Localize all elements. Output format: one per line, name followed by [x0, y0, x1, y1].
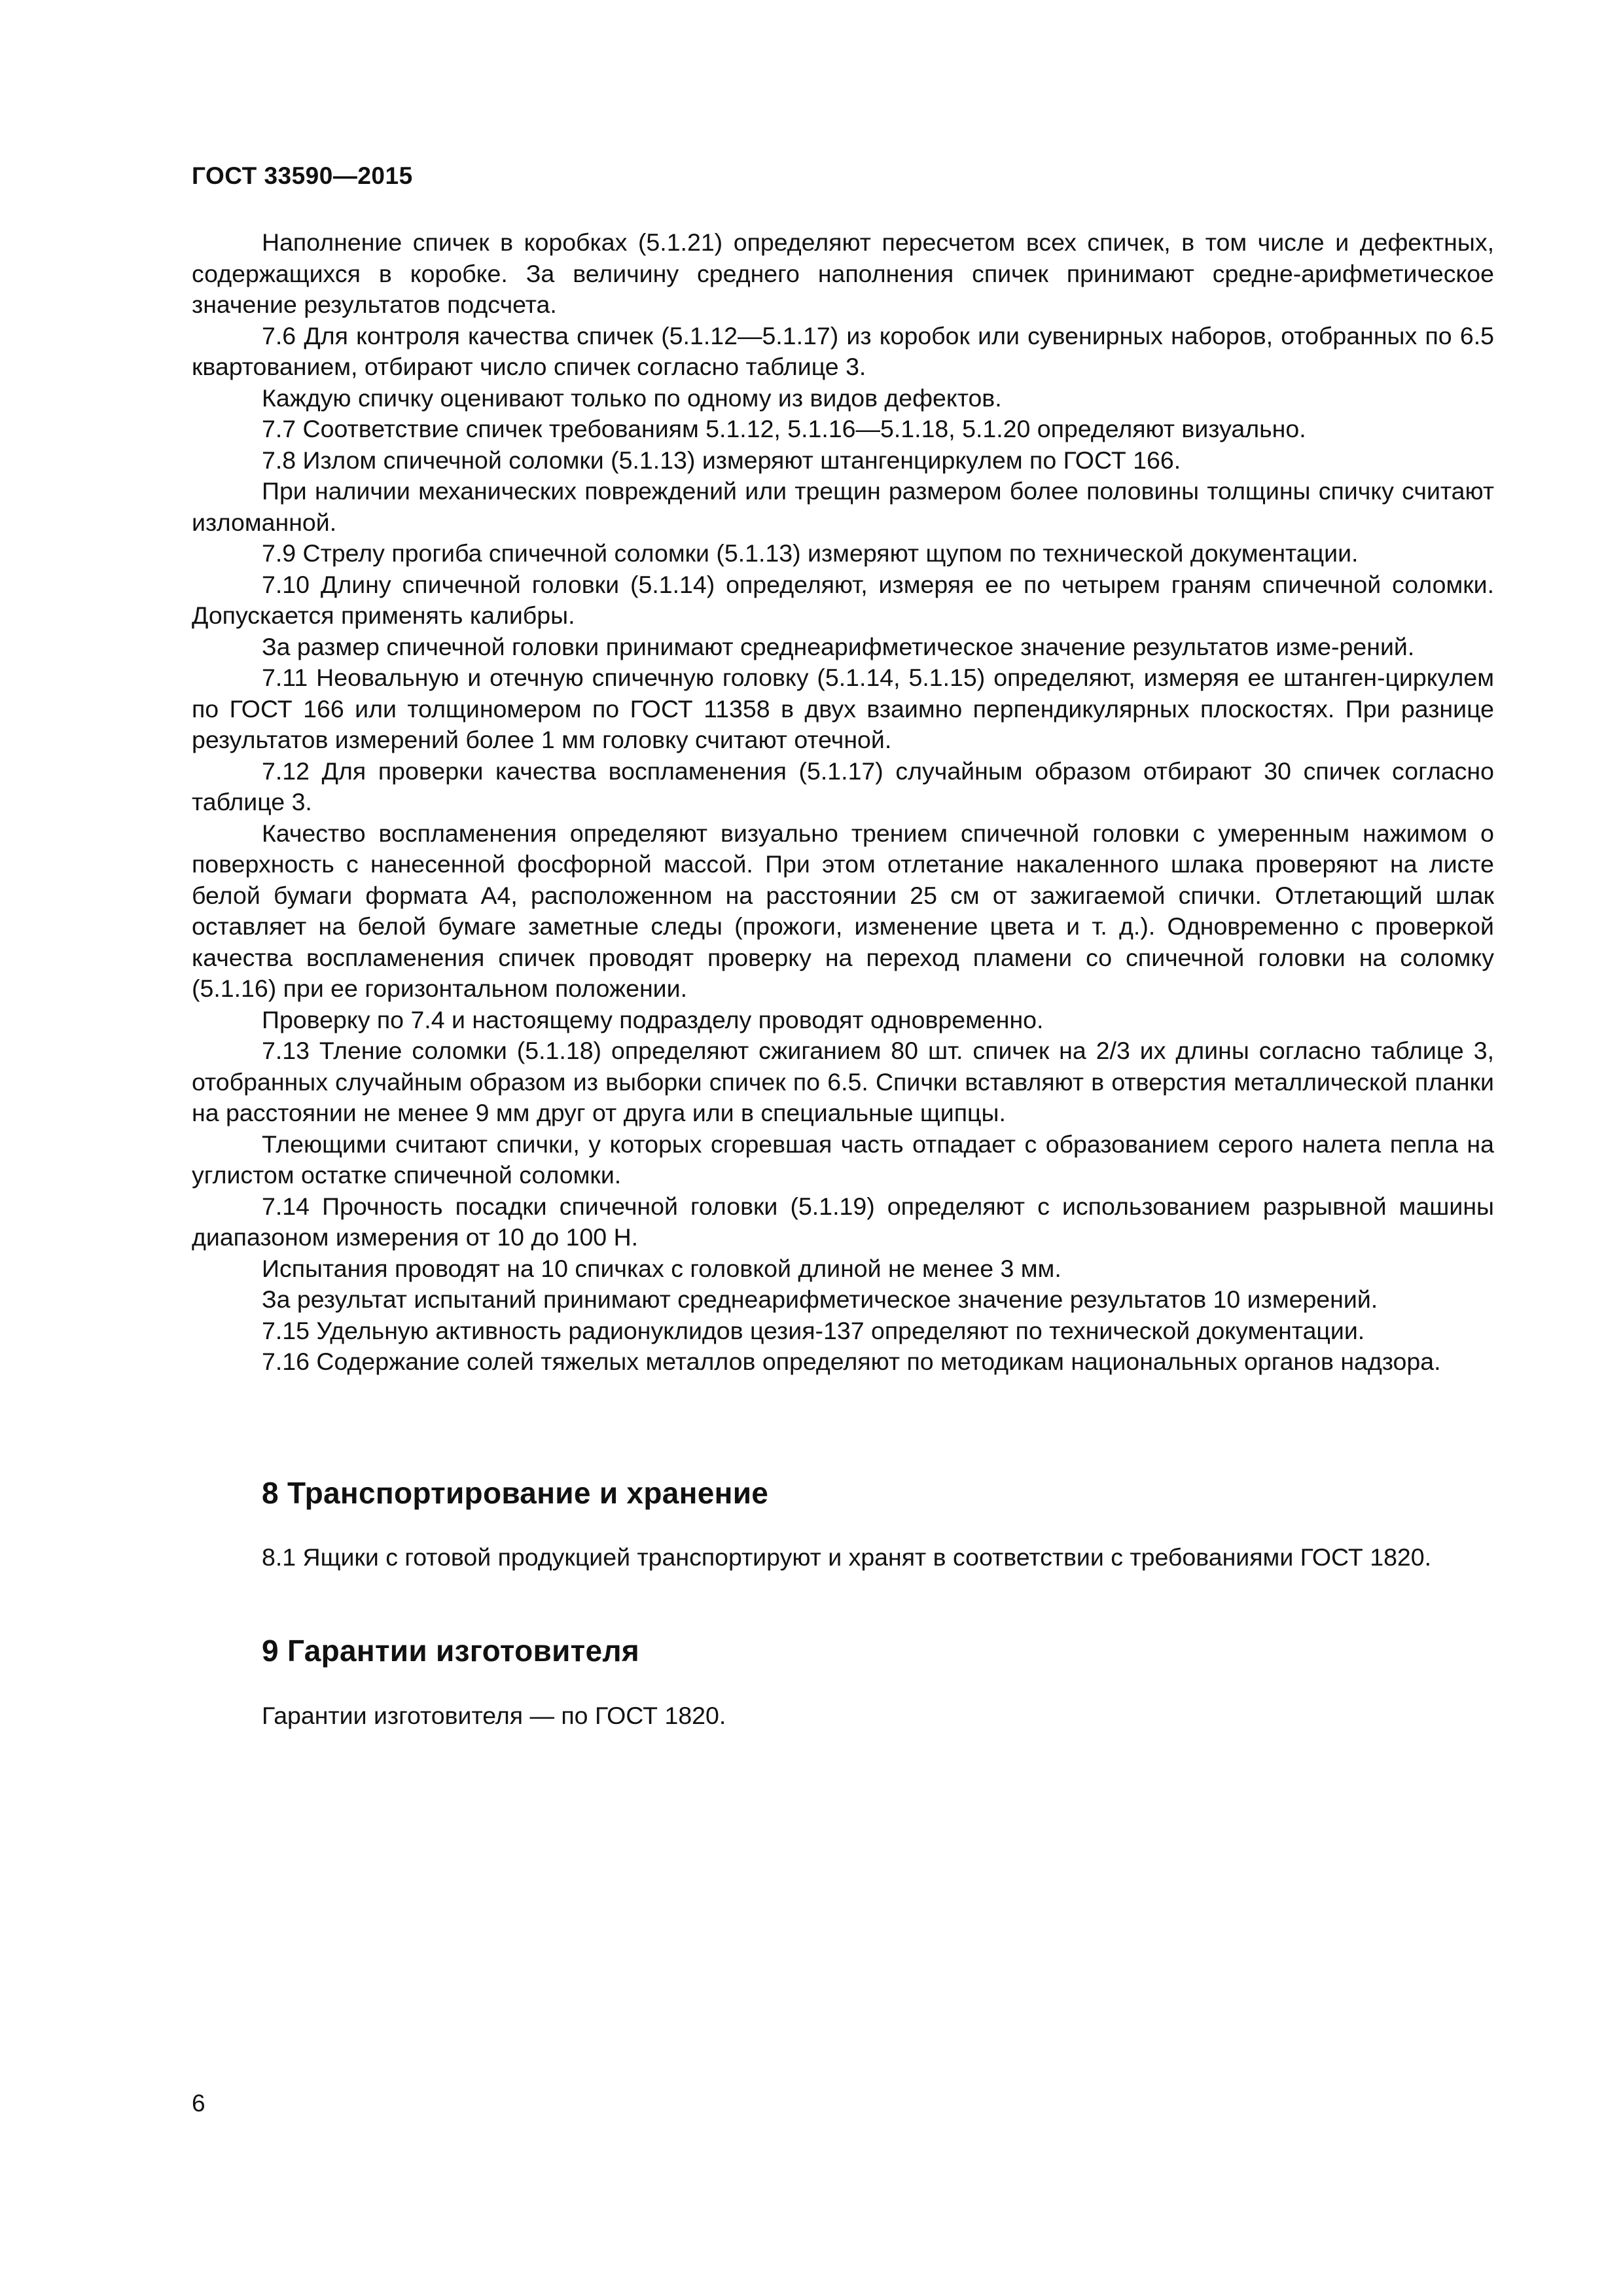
section-9-body [192, 1700, 1494, 1732]
paragraph: 7.7 Соответствие спичек требованиям 5.1.12, 5.1.16—5.1.18, 5.1.20 определяют визуально. [262, 415, 1306, 442]
paragraph: Тлеющими считают спички, у которых сгоревшая часть отпадает с образованием серого налета пепла на углистом остатке спичечной соломки. [192, 1130, 1494, 1189]
paragraph: 7.16 Содержание солей тяжелых металлов определяют по методикам национальных органов надзора. [262, 1348, 1441, 1375]
paragraph: За результат испытаний принимают среднеарифметическое значение результатов 10 измерений. [262, 1285, 1378, 1313]
document-header: ГОСТ 33590—2015 [192, 162, 413, 189]
paragraph: Наполнение спичек в коробках (5.1.21) определяют пересчетом всех спичек, в том числе и дефектных, содержащихся в коробке. За величину среднего наполнения спичек принимают средне-арифметическое значение результатов подсчета. [192, 228, 1494, 318]
paragraph: 7.9 Стрелу прогиба спичечной соломки (5.1.13) измеряют щупом по технической документации. [262, 539, 1359, 567]
section-8-title: 8 Транспортирование и хранение [262, 1476, 769, 1510]
page-number: 6 [192, 2090, 205, 2117]
paragraph: 7.13 Тление соломки (5.1.18) определяют сжиганием 80 шт. спичек на 2/3 их длины согласно таблице 3, отобранных случайным образом из выборки спичек по 6.5. Спички вставляют в отверстия металлической планки на расстоянии не менее 9 мм друг от друга или в специальные щипцы. [192, 1037, 1494, 1126]
paragraph: 8.1 Ящики с готовой продукцией транспортируют и хранят в соответствии с требованиями ГОСТ 1820. [262, 1543, 1432, 1571]
section-7-body [192, 227, 1494, 1378]
paragraph: 7.15 Удельную активность радионуклидов цезия-137 определяют по технической документации. [262, 1316, 1365, 1344]
paragraph: 7.14 Прочность посадки спичечной головки (5.1.19) определяют с использованием разрывной машины диапазоном измерения от 10 до 100 Н. [192, 1192, 1494, 1251]
paragraph: Проверку по 7.4 и настоящему подразделу проводят одновременно. [262, 1005, 1044, 1033]
section-9-title: 9 Гарантии изготовителя [262, 1634, 640, 1668]
paragraph: 7.8 Излом спичечной соломки (5.1.13) измеряют штангенциркулем по ГОСТ 166. [262, 446, 1181, 474]
paragraph: 7.10 Длину спичечной головки (5.1.14) определяют, измеряя ее по четырем граням спичечной соломки. Допускается применять калибры. [192, 570, 1494, 629]
section-8-body [192, 1542, 1494, 1573]
paragraph: 7.12 Для проверки качества воспламенения (5.1.17) случайным образом отбирают 30 спичек согласно таблице 3. [192, 757, 1494, 816]
paragraph: Гарантии изготовителя — по ГОСТ 1820. [262, 1702, 726, 1729]
paragraph: Качество воспламенения определяют визуально трением спичечной головки с умеренным нажимом о поверхность с нанесенной фосфорной массой. При этом отлетание накаленного шлака проверяют на листе белой бумаги формата А4, расположенном на расстоянии 25 см от зажигаемой спички. Отлетающий шлак оставляет на белой бумаге заметные следы (прожоги, изменение цвета и т. д.). Одновременно с проверкой качества воспламенения спичек проводят проверку на переход пламени со спичечной головки на соломку (5.1.16) при ее горизонтальном положении. [192, 819, 1494, 1002]
paragraph: Испытания проводят на 10 спичках с головкой длиной не менее 3 мм. [262, 1254, 1061, 1282]
paragraph: За размер спичечной головки принимают среднеарифметическое значение результатов изме-рений. [262, 632, 1415, 660]
paragraph: 7.6 Для контроля качества спичек (5.1.12—5.1.17) из коробок или сувенирных наборов, отобранных по 6.5 квартованием, отбирают число спичек согласно таблице 3. [192, 321, 1494, 380]
paragraph: 7.11 Неовальную и отечную спичечную головку (5.1.14, 5.1.15) определяют, измеряя ее штанген-циркулем по ГОСТ 166 или толщиномером по ГОСТ 11358 в двух взаимно перпендикулярных плоскостях. При разнице результатов измерений более 1 мм головку считают отечной. [192, 664, 1494, 753]
paragraph: При наличии механических повреждений или трещин размером более половины толщины спичку считают изломанной. [192, 477, 1494, 536]
paragraph: Каждую спичку оценивают только по одному из видов дефектов. [262, 384, 1002, 412]
